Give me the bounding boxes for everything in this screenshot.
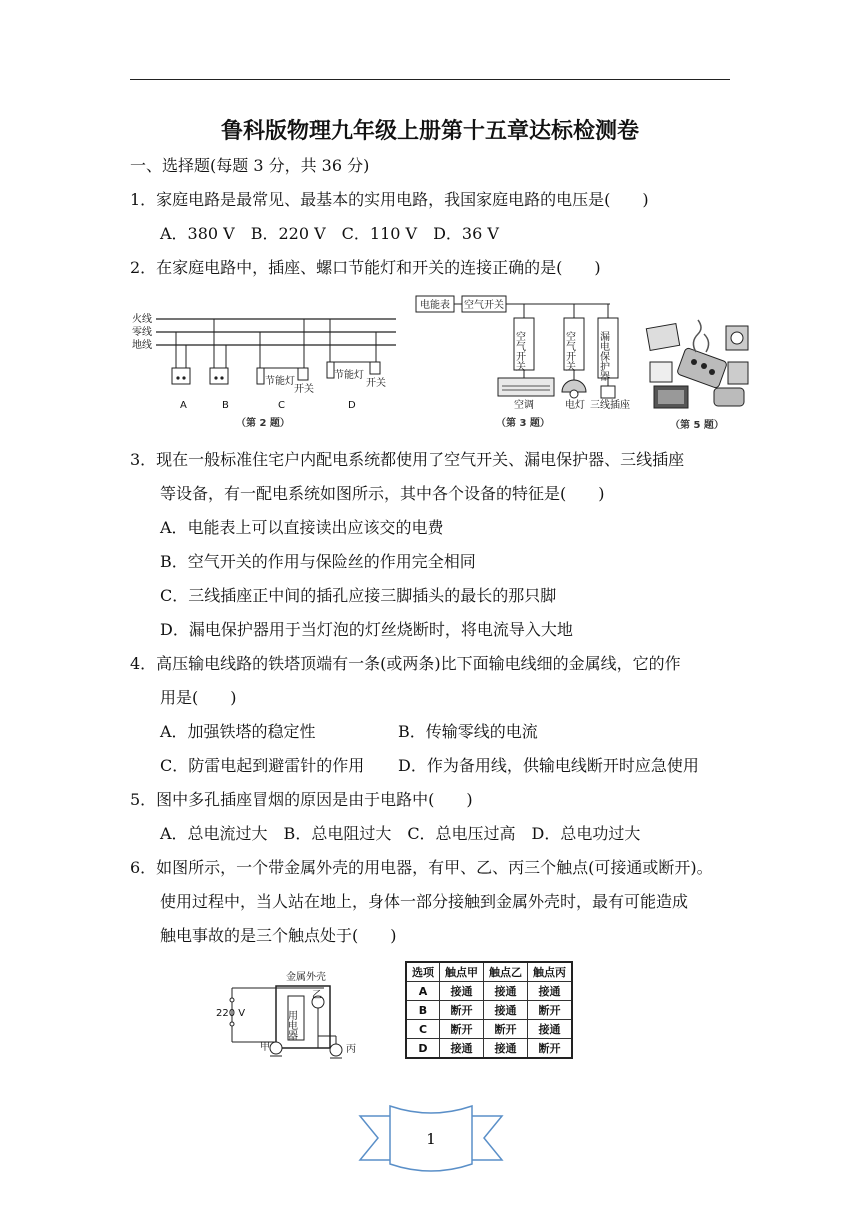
figure-q2-wiring xyxy=(128,308,400,430)
section-heading: 一、选择题(每题 3 分，共 36 分) xyxy=(130,156,370,175)
table-cell: B xyxy=(406,1001,440,1020)
fig2-lamp-label-d: 节能灯 xyxy=(334,370,364,381)
contact-jia-label: 甲 xyxy=(260,1042,270,1053)
q3-stem-line1: 3．现在一般标准住宅户内配电系统都使用了空气开关、漏电保护器、三线插座 xyxy=(130,450,685,469)
contact-yi-label: 乙 xyxy=(312,990,322,1001)
main-switch-label: 空气开关 xyxy=(464,300,504,311)
page-number-ribbon xyxy=(356,1098,506,1178)
option-letter-d: D xyxy=(348,400,356,411)
q3-option-b: B．空气开关的作用与保险丝的作用完全相同 xyxy=(160,552,476,571)
q6-options-table xyxy=(405,961,573,1059)
table-cell: D xyxy=(406,1039,440,1059)
q4-option-b: B．传输零线的电流 xyxy=(398,722,538,741)
caption-q3: （第 3 题） xyxy=(496,418,550,429)
q3-stem-line2: 等设备，有一配电系统如图所示，其中各个设备的特征是( ) xyxy=(160,484,605,503)
table-row xyxy=(406,1039,572,1059)
socket-label: 三线插座 xyxy=(590,400,630,411)
fig2-switch-label-d: 开关 xyxy=(366,378,386,389)
table-cell: 断开 xyxy=(484,1020,528,1039)
table-row xyxy=(406,1001,572,1020)
q3-option-d: D．漏电保护器用于当灯泡的灯丝烧断时，将电流导入大地 xyxy=(160,620,573,639)
table-cell: 接通 xyxy=(484,1039,528,1059)
table-cell: C xyxy=(406,1020,440,1039)
table-cell: 断开 xyxy=(528,1039,573,1059)
q1-stem: 1．家庭电路是最常见、最基本的实用电路，我国家庭电路的电压是( ) xyxy=(130,190,649,209)
table-row xyxy=(406,1020,572,1039)
table-header-cell: 选项 xyxy=(406,962,440,982)
option-letter-c: C xyxy=(278,400,285,411)
q6-stem-line1: 6．如图所示，一个带金属外壳的用电器，有甲、乙、丙三个触点(可接通或断开)。 xyxy=(130,858,713,877)
caption-q5: （第 5 题） xyxy=(670,420,724,431)
table-row xyxy=(406,982,572,1001)
table-cell: 接通 xyxy=(484,982,528,1001)
option-letter-b: B xyxy=(222,400,229,411)
ac-label: 空调 xyxy=(514,400,534,411)
lamp-label: 电灯 xyxy=(565,400,585,411)
contact-bing-label: 丙 xyxy=(346,1044,356,1055)
branch2-label: 空气开关 xyxy=(563,331,575,371)
fig2-lamp-label-c: 节能灯 xyxy=(265,376,295,387)
fig2-switch-label-c: 开关 xyxy=(294,384,314,395)
table-cell: 断开 xyxy=(440,1020,484,1039)
air-conditioner-shape xyxy=(498,378,554,396)
wire-label-neutral: 零线 xyxy=(132,327,152,338)
q4-option-d: D．作为备用线，供输电线断开时应急使用 xyxy=(398,756,699,775)
header-rule xyxy=(130,79,730,80)
q5-stem: 5．图中多孔插座冒烟的原因是由于电路中( ) xyxy=(130,790,473,809)
wire-label-earth: 地线 xyxy=(132,340,152,351)
table-cell: 接通 xyxy=(440,982,484,1001)
q4-stem-line1: 4．高压输电线路的铁塔顶端有一条(或两条)比下面输电线细的金属线，它的作 xyxy=(130,654,681,673)
table-cell: 断开 xyxy=(440,1001,484,1020)
option-letter-a: A xyxy=(180,400,187,411)
figure-q5-power-strip xyxy=(644,318,754,432)
table-cell: 接通 xyxy=(484,1001,528,1020)
q4-option-a: A．加强铁塔的稳定性 xyxy=(160,722,316,741)
wire-label-live: 火线 xyxy=(132,314,152,325)
figure-q3-distribution xyxy=(410,294,642,432)
shell-label: 金属外壳 xyxy=(286,972,326,983)
page-number: 1 xyxy=(426,1130,436,1148)
figure-q6-circuit xyxy=(214,966,364,1062)
meter-label: 电能表 xyxy=(420,300,450,311)
voltage-label: 220 V xyxy=(216,1008,246,1019)
q2-stem: 2．在家庭电路中，插座、螺口节能灯和开关的连接正确的是( ) xyxy=(130,258,601,277)
q6-stem-line2: 使用过程中，当人站在地上，身体一部分接触到金属外壳时，最有可能造成 xyxy=(160,892,689,911)
table-cell: 接通 xyxy=(528,1020,573,1039)
socket-shape xyxy=(601,386,615,398)
q4-stem-line2: 用是( ) xyxy=(160,688,237,707)
branch1-label: 空气开关 xyxy=(513,331,525,371)
q5-options: A．总电流过大 B．总电阻过大 C．总电压过高 D．总电功过大 xyxy=(160,824,641,843)
table-cell: 接通 xyxy=(528,982,573,1001)
branch3-label: 漏电保护器 xyxy=(597,331,609,381)
appliance-label: 用电器 xyxy=(285,1010,297,1040)
q1-options: A．380 V B．220 V C．110 V D．36 V xyxy=(160,224,499,243)
table-header-cell: 触点乙 xyxy=(484,962,528,982)
q3-option-a: A．电能表上可以直接读出应该交的电费 xyxy=(160,518,444,537)
table-header-cell: 触点丙 xyxy=(528,962,573,982)
q4-option-c: C．防雷电起到避雷针的作用 xyxy=(160,756,365,775)
q6-stem-line3: 触电事故的是三个触点处于( ) xyxy=(160,926,397,945)
table-cell: 断开 xyxy=(528,1001,573,1020)
q3-option-c: C．三线插座正中间的插孔应接三脚插头的最长的那只脚 xyxy=(160,586,557,605)
caption-q2: （第 2 题） xyxy=(236,418,290,429)
table-header-row xyxy=(406,962,572,982)
page-title: 鲁科版物理九年级上册第十五章达标检测卷 xyxy=(220,119,639,144)
table-header-cell: 触点甲 xyxy=(440,962,484,982)
table-cell: A xyxy=(406,982,440,1001)
table-cell: 接通 xyxy=(440,1039,484,1059)
